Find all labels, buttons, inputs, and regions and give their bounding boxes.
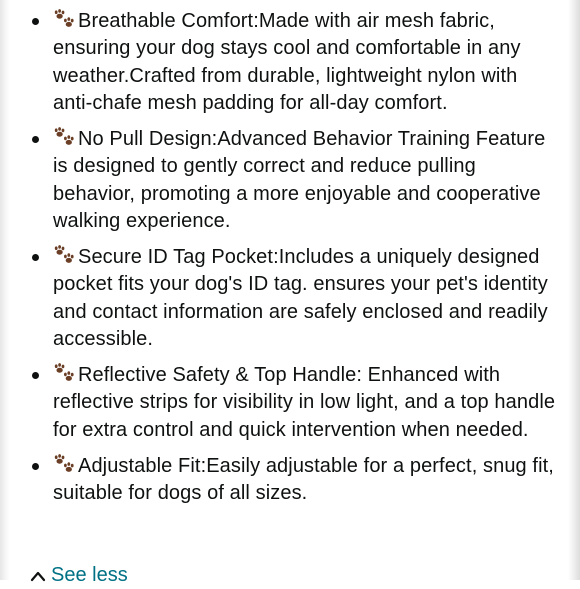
paw-prints-icon <box>53 127 77 147</box>
feature-bullet-list <box>0 8 560 516</box>
feature-bullet-text: No Pull Design:Advanced Behavior Training Feature is designed to gently correct and reduce pulling behavior, promoting a more enjoyable and cooperative walking experience. <box>53 128 546 233</box>
feature-bullet-secure-id-tag-pocket <box>0 244 560 354</box>
bullet-dot-icon <box>32 372 39 379</box>
feature-bullet-text: Reflective Safety & Top Handle: Enhanced with reflective strips for visibility in low light, and a top handle for extra control and quick intervention when needed. <box>53 364 556 441</box>
feature-bullet-text: Adjustable Fit:Easily adjustable for a perfect, snug fit, suitable for dogs of all sizes. <box>53 454 554 505</box>
bullet-dot-icon <box>32 18 39 25</box>
right-edge-shadow <box>568 0 580 580</box>
paw-prints-icon <box>53 9 77 29</box>
bullet-dot-icon <box>32 254 39 261</box>
feature-bullet-text: Secure ID Tag Pocket:Includes a uniquely designed pocket fits your dog's ID tag. ensures your pet's identity and contact information are safely enclosed and readily accessible. <box>53 246 548 351</box>
paw-prints-icon <box>53 454 77 474</box>
feature-bullet-reflective-safety <box>0 362 560 444</box>
feature-bullet-adjustable-fit <box>0 453 560 508</box>
bullet-dot-icon <box>32 463 39 470</box>
paw-prints-icon <box>53 245 77 265</box>
paw-prints-icon <box>53 363 77 383</box>
feature-bullet-no-pull-design <box>0 126 560 236</box>
see-less-label[interactable]: See less <box>51 564 128 586</box>
feature-bullet-breathable-comfort <box>0 8 560 118</box>
bullet-dot-icon <box>32 136 39 143</box>
see-less-link[interactable] <box>30 562 128 589</box>
feature-bullet-text: Breathable Comfort:Made with air mesh fabric, ensuring your dog stays cool and comfortable in any weather.Crafted from durable, lightweight nylon with anti-chafe mesh padding for all-day comfort. <box>53 10 521 115</box>
